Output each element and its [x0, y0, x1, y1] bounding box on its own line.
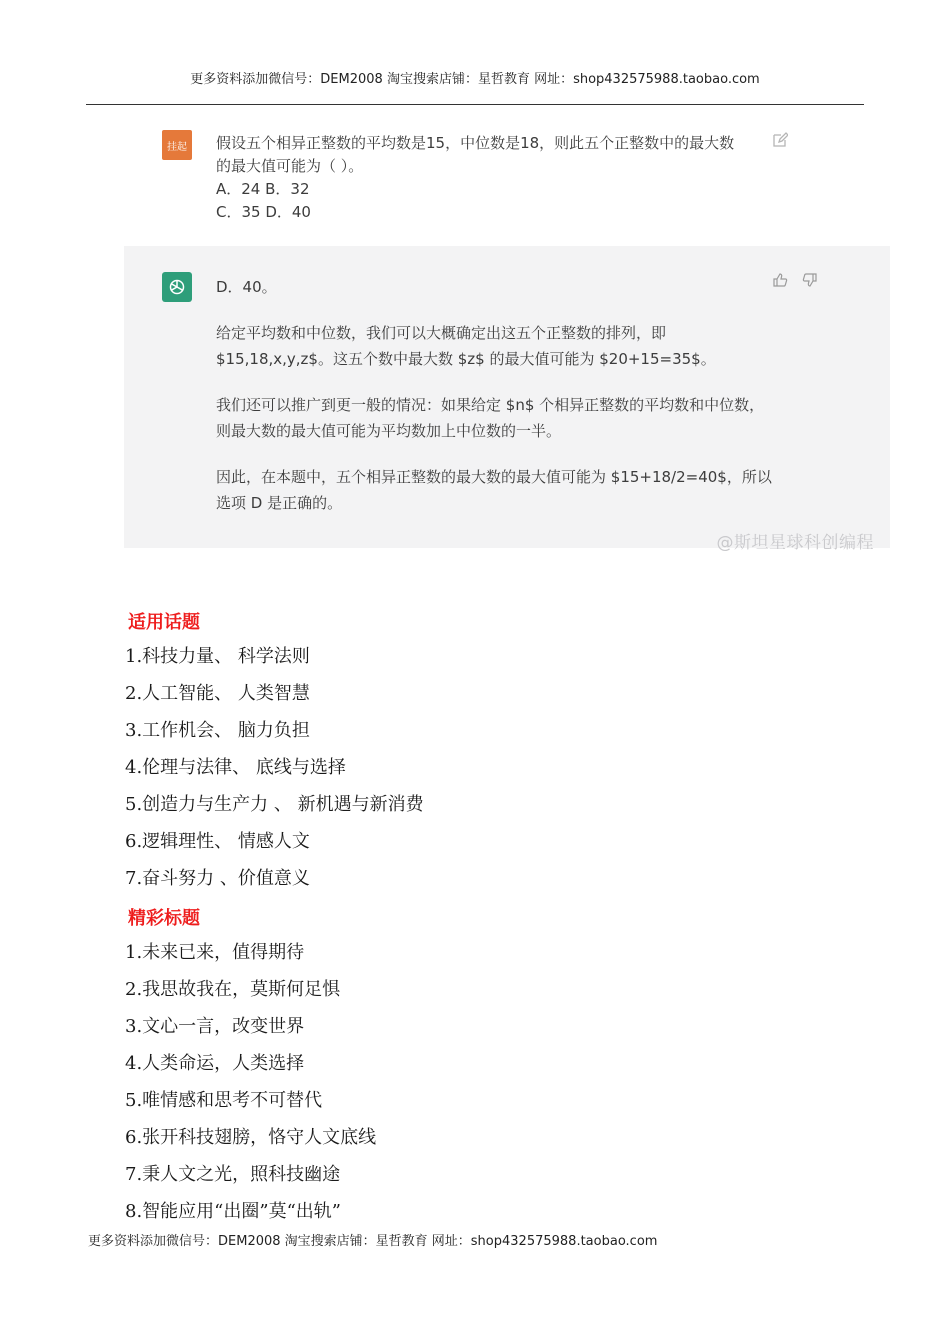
list-item: 1.未来已来，值得期待: [125, 942, 305, 963]
chatgpt-logo-icon: [162, 272, 192, 302]
list-item: 5.创造力与生产力 、 新机遇与新消费: [125, 794, 424, 815]
list-item: 6.逻辑理性、 情感人文: [125, 831, 310, 852]
list-item: 3.工作机会、 脑力负担: [125, 720, 310, 741]
answer-paragraph: 我们还可以推广到更一般的情况：如果给定 $n$ 个相异正整数的平均数和中位数，则最大数的最大值可能为平均数加上中位数的一半。: [216, 396, 765, 440]
question-option-line: A．24 B．32: [216, 180, 310, 198]
chat-screenshot: [124, 112, 890, 552]
list-item: 3.文心一言，改变世界: [125, 1016, 305, 1037]
list-item: 4.伦理与法律、 底线与选择: [125, 757, 346, 778]
answer-paragraph: 给定平均数和中位数，我们可以大概确定出这五个正整数的排列，即 $15,18,x,y,z$。这五个数中最大数 $z$ 的最大值可能为 $20+15=35$。: [216, 324, 716, 368]
header-divider: [86, 104, 864, 105]
list-item: 4.人类命运，人类选择: [125, 1053, 305, 1074]
list-item: 7.奋斗努力 、价值意义: [125, 868, 310, 889]
watermark: @斯坦星球科创编程: [716, 533, 874, 553]
section-title-topics: 适用话题: [128, 612, 200, 633]
user-avatar: 挂起: [162, 130, 192, 160]
answer-block: [124, 246, 890, 553]
thumbs-up-icon[interactable]: [772, 272, 788, 292]
thumbs-down-icon[interactable]: [802, 272, 818, 292]
question-line: 假设五个相异正整数的平均数是15，中位数是18，则此五个正整数中的最大数: [216, 134, 735, 152]
list-item: 6.张开科技翅膀，恪守人文底线: [125, 1127, 377, 1148]
question-text: [216, 132, 776, 224]
edit-icon[interactable]: [772, 132, 788, 148]
list-item: 8.智能应用“出圈”莫“出轨”: [125, 1201, 341, 1222]
titles-list: [125, 934, 376, 1230]
footer-note: 更多资料添加微信号：DEM2008 淘宝搜索店铺：星哲教育 网址：shop432575988.taobao.com: [88, 1234, 658, 1249]
question-option-line: C．35 D．40: [216, 203, 311, 221]
list-item: 2.我思故我在，莫斯何足惧: [125, 979, 341, 1000]
list-item: 7.秉人文之光，照科技幽途: [125, 1164, 341, 1185]
header-note: 更多资料添加微信号：DEM2008 淘宝搜索店铺：星哲教育 网址：shop432575988.taobao.com: [190, 72, 760, 87]
list-item: 2.人工智能、 人类智慧: [125, 683, 310, 704]
question-line: 的最大值可能为（ ）。: [216, 157, 364, 175]
answer-text: [216, 274, 776, 536]
answer-paragraph: 因此，在本题中，五个相异正整数的最大数的最大值可能为 $15+18/2=40$，所以选项 D 是正确的。: [216, 468, 772, 512]
topics-list: [125, 638, 424, 897]
list-item: 1.科技力量、 科学法则: [125, 646, 310, 667]
answer-paragraph: D．40。: [216, 278, 277, 296]
list-item: 5.唯情感和思考不可替代: [125, 1090, 323, 1111]
question-block: [124, 112, 890, 246]
section-title-titles: 精彩标题: [128, 908, 200, 929]
feedback-buttons: [772, 272, 818, 292]
